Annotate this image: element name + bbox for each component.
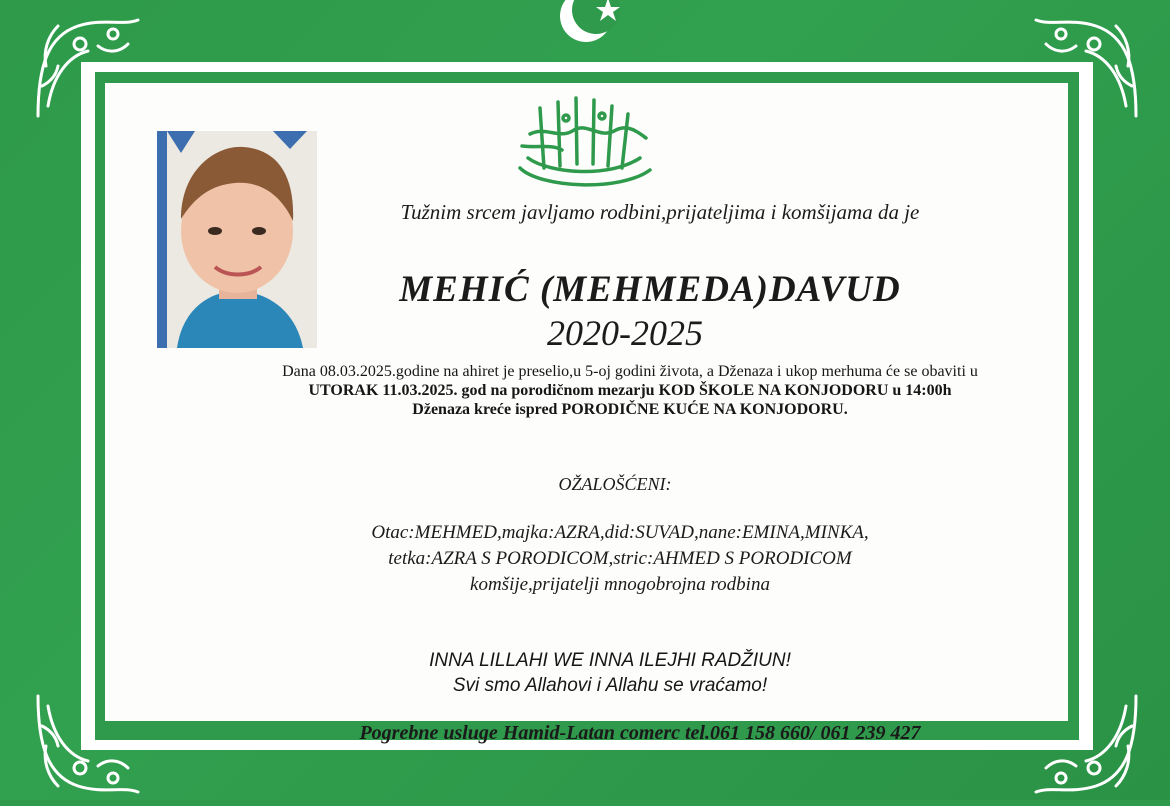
intro-text: Tužnim srcem javljamo rodbini,prijateljima i komšijama da je (400, 200, 920, 224)
details-line-1: Dana 08.03.2025.godine na ahiret je preselio,u 5-oj godini života, a Dženaza i ukop merhuma će se obaviti u (282, 363, 978, 380)
mourners-line-2: tetka:AZRA S PORODICOM,stric:AHMED S PORODICOM (388, 548, 852, 569)
details-line-2: UTORAK 11.03.2025. god na porodičnom mezarju KOD ŠKOLE NA KONJODORU u 14:00h (308, 382, 952, 399)
life-years: 2020-2025 (547, 313, 703, 353)
calligraphy-emblem (500, 88, 670, 198)
mourners-list (240, 520, 1000, 598)
prayer-line-1: INNA LILLAHI WE INNA ILEJHI RADŽIUN! (429, 650, 791, 671)
funeral-service-footer: Pogrebne usluge Hamid-Latan comerc tel.061 158 660/ 061 239 427 (359, 722, 921, 744)
deceased-name: MEHIĆ (MEHMEDA)DAVUD (399, 269, 901, 310)
mourners-line-3: komšije,prijatelji mnogobrojna rodbina (470, 574, 770, 595)
details-line-3: Dženaza kreće ispred PORODIČNE KUĆE NA KONJODORU. (412, 401, 848, 418)
deceased-photo (157, 131, 317, 348)
prayer-line-2: Svi smo Allahovi i Allahu se vraćamo! (452, 675, 768, 696)
prayer-text (300, 648, 920, 698)
mourners-title: OŽALOŠĆENI: (558, 474, 672, 494)
crescent-star-icon (556, 0, 626, 54)
mourners-line-1: Otac:MEHMED,majka:AZRA,did:SUVAD,nane:EMINA,MINKA, (371, 522, 869, 543)
funeral-details (160, 362, 1100, 419)
